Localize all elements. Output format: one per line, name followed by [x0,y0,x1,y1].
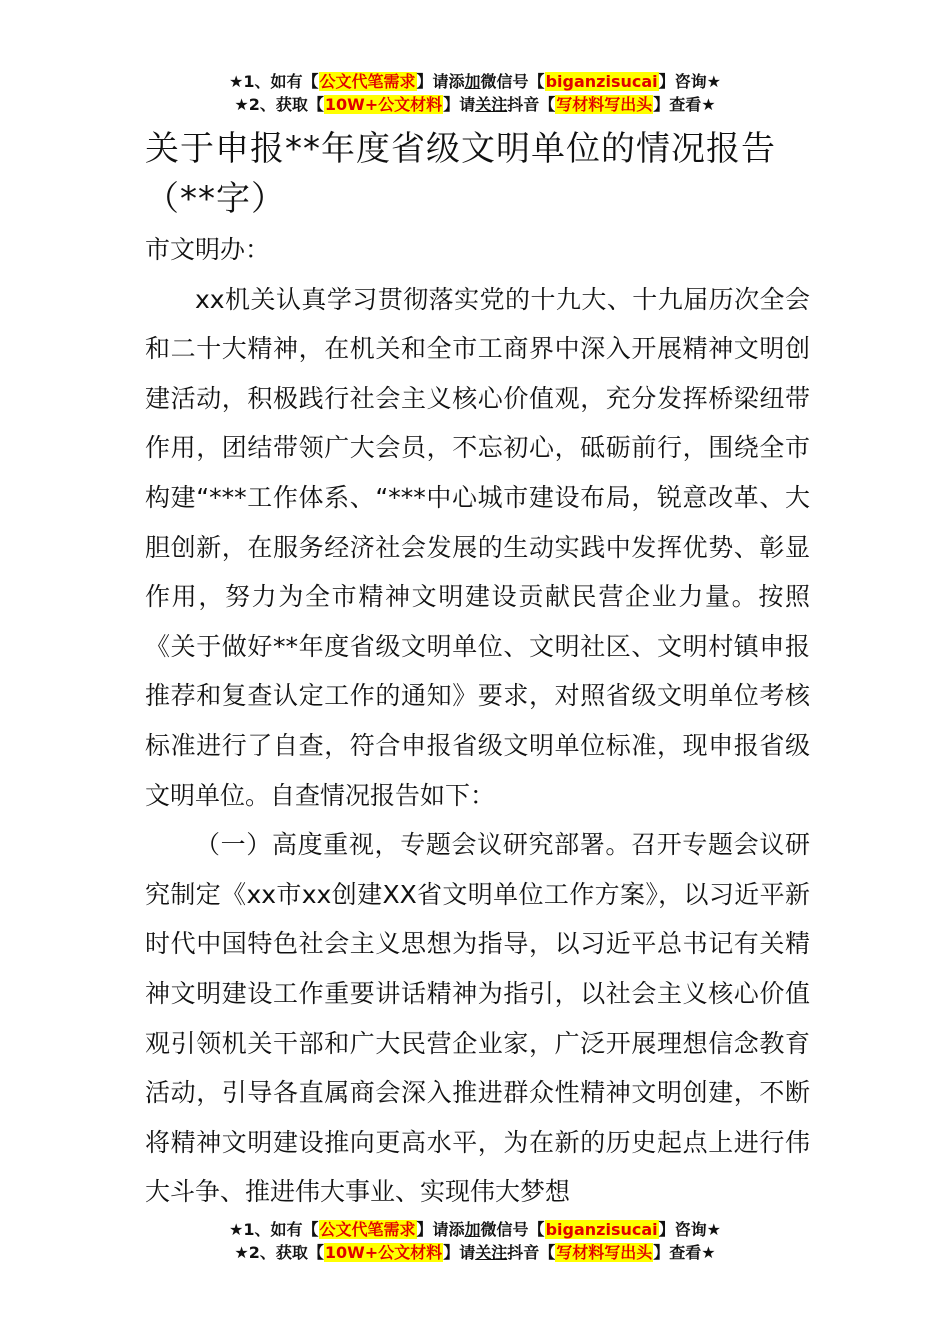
document-body [145,225,810,1217]
highlight-materials: 10W+公文材料 [324,95,443,114]
highlight-wechat-id: biganzisucai [545,1220,658,1239]
star-icon: ★ [234,1243,249,1262]
star-icon: ★ [229,1220,244,1239]
salutation: 市文明办： [145,235,271,264]
highlight-materials: 10W+公文材料 [324,1243,443,1262]
banner-line-1: ★1、如有【公文代笔需求】请添加微信号【biganzisucai】咨询★ [229,1220,721,1239]
highlight-wechat-id: biganzisucai [545,72,658,91]
banner-line-1: ★1、如有【公文代笔需求】请添加微信号【biganzisucai】咨询★ [229,72,721,91]
banner-line-2: ★2、获取【10W+公文材料】请关注抖音【写材料写出头】查看★ [234,95,716,114]
highlight-douyin-account: 写材料写出头 [556,95,653,114]
star-icon: ★ [234,95,249,114]
banner-line-2: ★2、获取【10W+公文材料】请关注抖音【写材料写出头】查看★ [234,1243,716,1262]
highlight-writing-service: 公文代笔需求 [319,1220,416,1239]
footer-banner [0,1218,950,1264]
header-banner [0,70,950,116]
document-title: 关于申报**年度省级文明单位的情况报告（**字） [145,129,776,219]
paragraph-section-1: （一）高度重视，专题会议研究部署。召开专题会议研究制定《xx市xx创建XX省文明单位工作方案》，以习近平新时代中国特色社会主义思想为指导，以习近平总书记有关精神文明建设工作重要讲话精神为指引，以社会主义核心价值观引领机关干部和广大民营企业家，广泛开展理想信念教育活动，引导各直属商会深入推进群众性精神文明创建，不断将精神文明建设推向更高水平，为在新的历史起点上进行伟大斗争、推进伟大事业、实现伟大梦想 [145,830,810,1207]
highlight-douyin-account: 写材料写出头 [556,1243,653,1262]
paragraph-intro: xx机关认真学习贯彻落实党的十九大、十九届历次全会和二十大精神，在机关和全市工商界中深入开展精神文明创建活动，积极践行社会主义核心价值观，充分发挥桥梁纽带作用，团结带领广大会员，不忘初心，砥砺前行，围绕全市构建“***工作体系、“***中心城市建设布局，锐意改革、大胆创新，在服务经济社会发展的生动实践中发挥优势、彰显作用，努力为全市精神文明建设贡献民营企业力量。按照《关于做好**年度省级文明单位、文明社区、文明村镇申报推荐和复查认定工作的通知》要求，对照省级文明单位考核标准进行了自查，符合申报省级文明单位标准，现申报省级文明单位。自查情况报告如下： [145,284,810,810]
highlight-writing-service: 公文代笔需求 [319,72,416,91]
star-icon: ★ [229,72,244,91]
